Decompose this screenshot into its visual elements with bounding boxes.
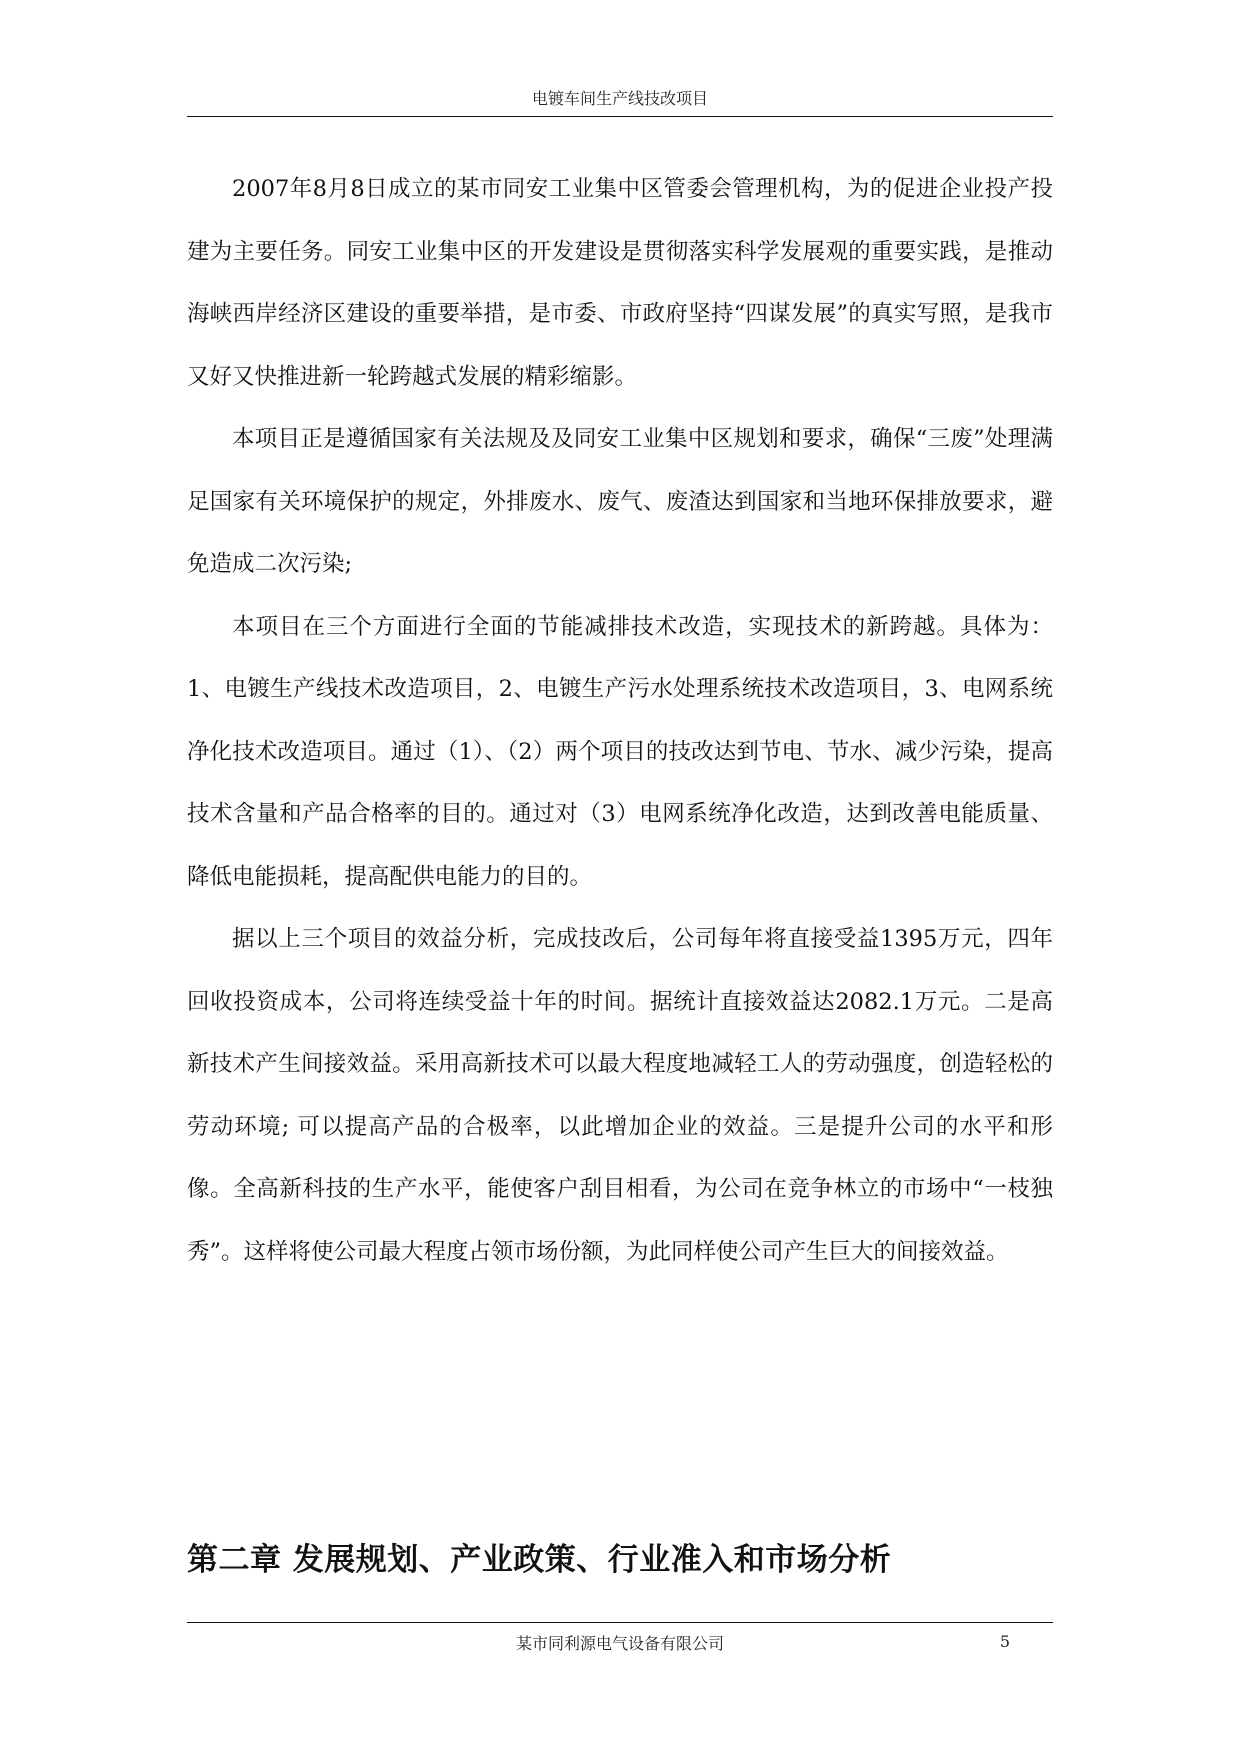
footer-company-name: 某市同利源电气设备有限公司 — [515, 1634, 724, 1653]
body-paragraph-2: 本项目正是遵循国家有关法规及及同安工业集中区规划和要求，确保“三废”处理满足国家有关环境保护的规定，外排废水、废气、废渣达到国家和当地环保排放要求，避免造成二次污染; — [187, 426, 1053, 577]
body-paragraph-3: 本项目在三个方面进行全面的节能减排技术改造，实现技术的新跨越。具体为：1、电镀生产线技术改造项目，2、电镀生产污水处理系统技术改造项目，3、电网系统净化技术改造项目。通过（1）、（2）两个项目的技改达到节电、节水、减少污染，提高技术含量和产品合格率的目的。通过对（3）电网系统净化改造，达到改善电能质量、降低电能损耗，提高配供电能力的目的。 — [187, 613, 1053, 890]
page-number: 5 — [999, 1632, 1011, 1651]
document-body — [187, 158, 1053, 1283]
chapter-heading: 第二章 发展规划、产业政策、行业准入和市场分析 — [187, 1542, 892, 1578]
body-paragraph-1: 2007年8月8日成立的某市同安工业集中区管委会管理机构，为的促进企业投产投建为主要任务。同安工业集中区的开发建设是贯彻落实科学发展观的重要实践，是推动海峡西岸经济区建设的重要举措，是市委、市政府坚持“四谋发展”的真实写照，是我市又好又快推进新一轮跨越式发展的精彩缩影。 — [187, 176, 1053, 390]
body-paragraph-4: 据以上三个项目的效益分析，完成技改后，公司每年将直接受益1395万元，四年回收投资成本，公司将连续受益十年的时间。据统计直接效益达2082.1万元。二是高新技术产生间接效益。采用高新技术可以最大程度地减轻工人的劳动强度，创造轻松的劳动环境; 可以提高产品的合极率，以此增加企业的效益。三是提升公司的水平和形像。全高新科技的生产水平，能使客户刮目相看，为公司在竞争林立的市场中“一枝独秀”。这样将使公司最大程度占领市场份额，为此同样使公司产生巨大的间接效益。 — [187, 926, 1053, 1265]
header-divider — [187, 116, 1053, 117]
footer-divider — [187, 1622, 1053, 1623]
page-header-title: 电镀车间生产线技改项目 — [531, 89, 708, 108]
